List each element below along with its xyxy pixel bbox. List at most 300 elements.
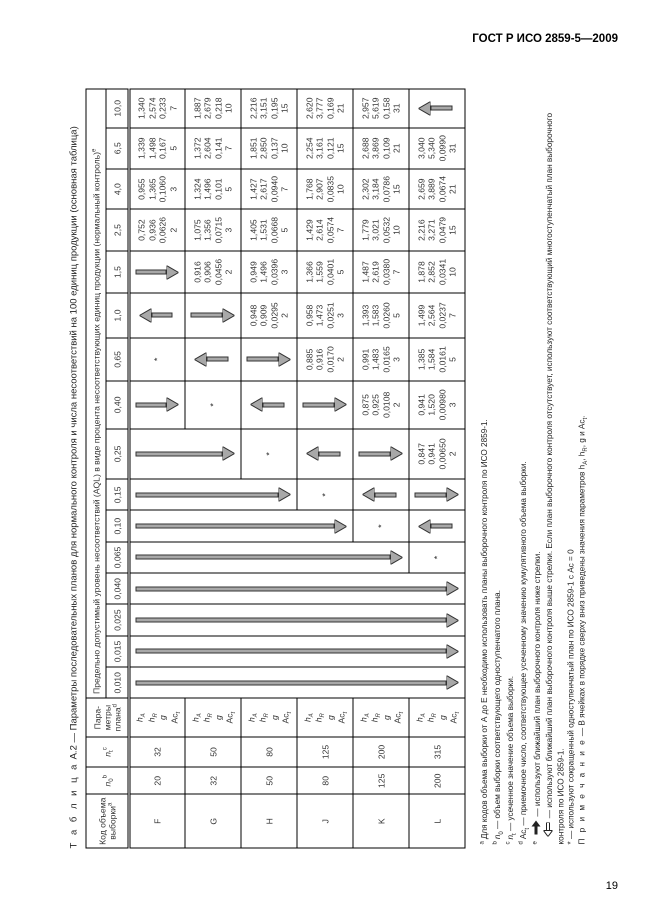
table-row	[297, 89, 353, 848]
parameter-symbol: g	[212, 714, 223, 720]
parameter-label	[201, 698, 213, 735]
parameter-value: 0,0786	[380, 175, 391, 202]
value-cell	[409, 250, 465, 292]
parameter-symbol: h	[134, 716, 144, 722]
parameter-subscript: A	[420, 712, 427, 717]
header-aql-label: Предельно допустимый уровень несоответствий (AQL) в виде процента несоответствующих единиц продукции (нормальный контроль)	[90, 151, 101, 694]
arrow-down-icon	[135, 519, 346, 533]
aql-column-header: 0,010	[106, 667, 129, 698]
reduced-plan-cell	[409, 541, 465, 572]
parameter-value: 21	[335, 102, 345, 113]
parameter-subscript: R	[375, 712, 382, 717]
parameter-value: 2	[447, 451, 457, 456]
footnote-ref: b	[101, 774, 108, 778]
footnote-text: — В ячейках в порядке сверху вниз приведены значения параметров h	[576, 464, 586, 736]
parameter-value: 15	[335, 142, 345, 153]
parameter-value: 10	[223, 102, 233, 113]
parameter-value: 3	[391, 356, 401, 362]
arrow-up-icon	[362, 487, 396, 501]
value-cell	[297, 337, 353, 380]
parameter-value: 1,779	[359, 218, 370, 241]
footnote-text: n	[492, 834, 502, 839]
parameter-value: 5	[223, 186, 233, 192]
parameter-symbol: g	[268, 714, 279, 720]
parameter-value: 0,0237	[436, 301, 447, 329]
parameter-subscript: t	[342, 711, 349, 713]
parameter-label	[325, 698, 337, 735]
table-label: Т а б л и ц а	[68, 761, 79, 848]
parameter-value: 1,498	[146, 136, 157, 159]
value-cell	[241, 293, 297, 337]
aql-column-header: 0,65	[106, 337, 129, 380]
parameter-value: 0,0341	[436, 258, 447, 285]
parameter-subscript: t	[230, 711, 237, 713]
parameter-subscript: t	[175, 711, 182, 713]
arrow-down-icon	[135, 487, 290, 501]
use-plan-below-cell	[129, 428, 241, 479]
asterisk-mark: *	[319, 492, 330, 497]
header-nt	[86, 736, 129, 766]
parameter-subscript: R	[207, 712, 214, 717]
arrow-down-icon	[135, 550, 402, 564]
use-plan-below-cell	[297, 381, 353, 428]
parameter-value: 3,184	[370, 177, 380, 200]
parameter-value: 3,151	[258, 97, 268, 119]
sample-size-code: F	[129, 794, 185, 848]
header-aql-group	[86, 89, 106, 698]
parameter-value: 2,574	[146, 97, 157, 119]
page-number: 19	[605, 880, 618, 892]
value-cell	[297, 293, 353, 337]
parameter-value: 3,271	[426, 218, 436, 241]
value-cell	[409, 381, 465, 428]
aql-column-header: 0,15	[106, 479, 129, 510]
parameter-symbol: h	[369, 716, 379, 722]
parameter-value: 5	[447, 356, 457, 362]
use-plan-below-cell	[129, 479, 297, 510]
parameter-value: 2	[223, 269, 233, 274]
footnote-ref: c	[101, 746, 108, 750]
parameter-subscript: A	[364, 712, 371, 717]
parameter-subscript: t	[286, 711, 293, 713]
truncated-size-nt: 125	[297, 736, 353, 766]
parameter-value: 7	[167, 105, 178, 111]
parameter-label	[369, 698, 381, 735]
footnote-text: b	[492, 840, 499, 844]
parameter-subscript: A	[140, 712, 147, 717]
aql-column-header: 0,015	[106, 635, 129, 666]
truncated-size-nt: 80	[241, 736, 297, 766]
sample-size-n0: 20	[129, 767, 185, 794]
parameter-value: 1,366	[303, 260, 314, 283]
footnote-text: — усеченное значение объема выборки.	[506, 675, 516, 831]
parameter-value: 10	[335, 183, 345, 194]
value-cell	[353, 89, 409, 128]
aql-column-header: 0,025	[106, 604, 129, 635]
parameter-value: 2	[391, 402, 401, 407]
parameter-value: 7	[447, 312, 457, 318]
value-cell	[241, 209, 297, 250]
parameter-value: 0,916	[191, 260, 202, 283]
footnote-text: — приемочное число, соответствующее усеченному значению кумулятивного объема выборки.	[519, 460, 529, 826]
parameter-symbol: h	[145, 716, 156, 722]
footnote-b	[490, 92, 503, 844]
value-cell	[353, 381, 409, 428]
parameter-label	[169, 698, 181, 735]
arrow-down-icon	[135, 644, 458, 658]
use-plan-below-cell	[129, 381, 185, 428]
value-cell	[185, 250, 241, 292]
footnote-star	[566, 92, 576, 844]
parameter-value: 15	[279, 102, 289, 113]
parameter-value: 5	[391, 312, 401, 318]
parameter-value: 2,679	[202, 97, 212, 119]
footnote-text: t	[524, 827, 531, 830]
sample-size-code: G	[185, 794, 241, 848]
parameter-value: 1,851	[247, 136, 258, 159]
arrow-down-icon	[135, 675, 458, 689]
asterisk-mark: *	[375, 523, 386, 528]
parameter-symbol: Ac	[392, 712, 402, 723]
parameter-label	[246, 698, 258, 735]
parameter-value: 0,1060	[157, 175, 167, 202]
footnote-text: П р и м е ч а н и е	[576, 737, 586, 844]
footnote-e-up	[543, 92, 566, 844]
arrow-down-icon	[531, 820, 543, 834]
plan-parameters	[409, 698, 465, 736]
arrow-down-icon	[135, 613, 458, 627]
sample-size-code: L	[409, 794, 465, 848]
value-cell	[353, 209, 409, 250]
aql-column-header: 0,10	[106, 510, 129, 541]
parameter-value: 31	[391, 102, 401, 113]
footnote-text: — используют ближайший план выборочного контроля выше стрелки. Если план выборочного контроля отсутствует, используют соответствующий многоступенчатый план выборочного контроля по ИСО 2859-1.	[544, 112, 565, 844]
parameter-value: 3	[167, 186, 178, 192]
asterisk-mark: *	[263, 451, 274, 456]
asterisk-mark: *	[207, 402, 218, 407]
reduced-plan-cell	[297, 479, 353, 510]
use-plan-below-cell	[409, 479, 465, 510]
use-plan-above-cell	[409, 510, 465, 541]
parameter-value: 1,559	[314, 260, 324, 283]
footnote-text: c	[505, 841, 512, 844]
table-note	[577, 92, 587, 844]
footnote-ref: e	[90, 148, 97, 152]
value-cell	[353, 168, 409, 208]
parameter-value: 1,768	[303, 177, 314, 200]
header-params	[86, 698, 129, 736]
parameter-value: 0,167	[157, 136, 167, 159]
parameter-value: 5	[279, 227, 289, 232]
parameter-value: 0,109	[380, 136, 391, 159]
parameter-value: 1,496	[202, 177, 212, 200]
parameter-value: 5,340	[426, 136, 436, 159]
sample-size-n0: 200	[409, 767, 465, 794]
parameter-value: 10	[279, 142, 289, 153]
arrow-up-icon	[543, 822, 555, 836]
parameter-label	[269, 698, 281, 735]
parameter-label	[134, 698, 146, 735]
parameter-value: 0,958	[303, 304, 314, 326]
parameter-symbol: h	[357, 716, 368, 722]
parameter-value: 0,0396	[268, 258, 279, 285]
parameter-value: 0,137	[268, 136, 279, 159]
parameter-value: 0,169	[324, 97, 335, 119]
parameter-value: 2,617	[258, 177, 268, 200]
parameter-value: 3	[335, 312, 345, 318]
table-row	[409, 89, 465, 848]
parameter-value: 0,941	[415, 393, 426, 416]
parameter-label	[190, 698, 202, 735]
parameter-value: 0,0574	[324, 216, 335, 243]
footnote-text: n	[506, 834, 516, 839]
aql-column-header: 10,0	[106, 89, 129, 128]
parameter-subscript: A	[252, 712, 259, 717]
aql-column-header: 6,5	[106, 127, 129, 168]
aql-column-header: 0,40	[106, 381, 129, 428]
parameter-symbol: h	[301, 716, 312, 722]
value-cell	[409, 209, 465, 250]
parameter-value: 7	[391, 269, 401, 274]
parameter-symbol: h	[257, 716, 267, 722]
plan-parameters	[241, 698, 297, 736]
parameter-label	[157, 698, 169, 735]
footnote-text: R	[582, 446, 589, 452]
sample-size-code: H	[241, 794, 297, 848]
footnote-text: — используют ближайший план выборочного контроля ниже стрелки.	[532, 550, 542, 817]
parameter-label	[358, 698, 370, 735]
use-plan-below-cell	[129, 604, 465, 635]
parameter-value: 0,949	[247, 260, 258, 283]
reduced-plan-cell	[353, 510, 409, 541]
footnote-text: — используют сокращенный одноступенчатый план по ИСО 2859-1 с Ac = 0	[566, 548, 576, 839]
parameter-value: 15	[391, 183, 401, 194]
parameter-value: 0,0532	[380, 216, 391, 243]
parameter-value: 0,158	[380, 97, 391, 119]
parameter-value: 0,0108	[380, 391, 391, 418]
header-params-label: Пара-метры плана	[91, 704, 122, 731]
parameter-value: 1,878	[415, 260, 426, 283]
footnote-text: *	[566, 840, 576, 844]
parameter-value: 3,777	[314, 97, 324, 119]
parameter-value: 3,161	[314, 136, 324, 159]
parameter-value: 1,496	[258, 260, 268, 283]
parameter-value: 2,604	[202, 136, 212, 159]
parameter-value: 0,909	[258, 304, 268, 326]
rotated-table-block	[68, 86, 589, 850]
arrow-up-icon	[418, 101, 452, 115]
use-plan-below-cell	[129, 667, 465, 698]
footnote-c	[503, 92, 516, 844]
parameter-value: 2,620	[303, 97, 314, 119]
parameter-value: 2,302	[359, 177, 370, 200]
truncated-size-nt: 50	[185, 736, 241, 766]
parameter-value: 15	[447, 224, 457, 235]
value-cell	[409, 127, 465, 168]
footnote-text: e	[531, 840, 538, 844]
parameter-value: 0,925	[370, 393, 380, 416]
parameter-value: 0,0161	[436, 345, 447, 373]
parameter-symbol: h	[201, 716, 211, 722]
arrow-up-icon	[306, 446, 340, 460]
use-plan-above-cell	[409, 89, 465, 128]
parameter-label	[257, 698, 269, 735]
footnote-text: t	[511, 832, 518, 835]
parameter-value: 0,752	[136, 218, 146, 241]
parameter-subscript: A	[196, 712, 203, 717]
parameter-value: 1,324	[191, 177, 202, 200]
arrow-down-icon	[135, 265, 178, 279]
parameter-value: 2,614	[314, 218, 324, 241]
arrow-down-icon	[135, 397, 178, 411]
parameter-value: 2	[167, 227, 178, 232]
parameter-value: 3,021	[370, 218, 380, 241]
parameter-value: 1,499	[415, 304, 426, 326]
value-cell	[297, 89, 353, 128]
value-cell	[297, 168, 353, 208]
parameter-value: 0,0295	[268, 301, 279, 329]
parameter-symbol: h	[413, 716, 424, 722]
parameter-value: 0,0940	[268, 175, 279, 202]
arrow-down-icon	[135, 446, 234, 460]
aql-column-header: 0,040	[106, 573, 129, 604]
plan-parameters	[185, 698, 241, 736]
parameter-value: 0,916	[314, 348, 324, 370]
arrow-down-icon	[246, 352, 290, 366]
footnote-text: .	[576, 415, 586, 418]
parameter-value: 10	[391, 224, 401, 235]
parameter-value: 2,619	[370, 260, 380, 283]
parameter-value: 0,0401	[324, 258, 335, 285]
parameter-symbol: g	[157, 714, 167, 720]
parameter-value: 0,121	[324, 136, 335, 159]
parameter-label	[213, 698, 225, 735]
footnote-text: d	[518, 840, 525, 844]
parameter-value: 0,906	[202, 260, 212, 283]
parameter-value: 1,584	[426, 348, 436, 370]
parameter-label	[437, 698, 449, 735]
sample-size-code: J	[297, 794, 353, 848]
value-cell	[353, 127, 409, 168]
use-plan-below-cell	[353, 428, 409, 479]
parameter-value: 2	[335, 356, 345, 362]
sample-size-n0: 80	[297, 767, 353, 794]
parameter-value: 3,869	[370, 136, 380, 159]
footnote-text: t	[582, 417, 589, 420]
arrow-up-icon	[418, 519, 452, 533]
parameter-subscript: R	[152, 712, 159, 717]
parameter-value: 1,365	[146, 177, 157, 200]
plan-parameters	[353, 698, 409, 736]
footnote-text: , h	[576, 451, 586, 461]
parameter-symbol: h	[245, 716, 256, 722]
parameter-value: 2,216	[415, 218, 426, 241]
use-plan-below-cell	[129, 635, 465, 666]
parameter-value: 0,0835	[324, 175, 335, 202]
arrow-down-icon	[414, 487, 458, 501]
truncated-size-nt: 32	[129, 736, 185, 766]
footnote-text: 0	[498, 830, 505, 835]
use-plan-above-cell	[297, 428, 353, 479]
value-cell	[241, 250, 297, 292]
parameter-symbol: Ac	[336, 712, 346, 723]
parameter-value: 1,427	[247, 177, 258, 200]
parameter-value: 10	[447, 266, 457, 277]
parameter-value: 0,936	[146, 218, 157, 241]
aql-column-header: 1,0	[106, 293, 129, 337]
value-cell	[129, 168, 185, 208]
parameter-value: 0,195	[268, 97, 279, 119]
parameter-label	[146, 698, 158, 735]
truncated-size-nt: 200	[353, 736, 409, 766]
reduced-plan-cell	[185, 381, 241, 428]
value-cell	[353, 337, 409, 380]
parameter-label	[313, 698, 325, 735]
aql-column-header: 0,065	[106, 541, 129, 572]
sequential-plans-table	[85, 88, 465, 848]
use-plan-below-cell	[129, 573, 465, 604]
use-plan-above-cell	[129, 293, 185, 337]
parameter-value: 0,141	[212, 136, 223, 159]
use-plan-above-cell	[241, 381, 297, 428]
footnote-text: Для кодов объема выборки от А до Е необходимо использовать планы выборочного контроля по ИСО 2859-1.	[479, 418, 489, 839]
asterisk-mark: *	[152, 357, 162, 361]
parameter-subscript: t	[398, 711, 405, 713]
parameter-value: 0,00650	[436, 437, 447, 469]
parameter-value: 0,0165	[380, 345, 391, 373]
parameter-value: 1,483	[370, 348, 380, 370]
value-cell	[129, 89, 185, 128]
footnote-text: — объем выборки соответствующего одноступенчатого плана.	[492, 589, 502, 829]
parameter-value: 0,885	[303, 348, 314, 370]
aql-column-header: 1,5	[106, 250, 129, 292]
parameter-label	[414, 698, 426, 735]
parameter-value: 1,372	[191, 136, 202, 159]
parameter-label	[302, 698, 314, 735]
footnote-ref: d	[111, 703, 118, 707]
plan-parameters	[297, 698, 353, 736]
parameter-value: 0,991	[359, 348, 370, 370]
parameter-value: 0,0668	[268, 216, 279, 243]
parameter-value: 3	[447, 402, 457, 407]
parameter-value: 0,101	[212, 177, 223, 200]
parameter-subscript: A	[308, 712, 315, 717]
parameter-value: 2,907	[314, 177, 324, 200]
parameter-subscript: R	[263, 712, 270, 717]
parameter-value: 0,0626	[157, 216, 167, 243]
footnote-text: A	[582, 460, 589, 465]
parameter-symbol: h	[189, 716, 200, 722]
value-cell	[409, 293, 465, 337]
parameter-subscript: t	[454, 711, 461, 713]
sample-size-code: K	[353, 794, 409, 848]
parameter-value: 2,852	[426, 260, 436, 283]
parameter-value: 1,339	[136, 136, 146, 159]
use-plan-below-cell	[129, 250, 185, 292]
value-cell	[241, 89, 297, 128]
parameter-label	[381, 698, 393, 735]
document-code: ГОСТ Р ИСО 2859-5—2009	[472, 33, 618, 45]
parameter-value: 1,520	[426, 393, 436, 416]
parameter-value: 2	[279, 312, 289, 318]
parameter-value: 7	[335, 227, 345, 232]
parameter-value: 0,875	[359, 393, 370, 416]
parameter-value: 1,887	[191, 97, 202, 119]
parameter-value: 31	[447, 142, 457, 153]
value-cell	[353, 293, 409, 337]
parameter-value: 1,487	[359, 260, 370, 283]
parameter-value: 0,0715	[212, 216, 223, 243]
